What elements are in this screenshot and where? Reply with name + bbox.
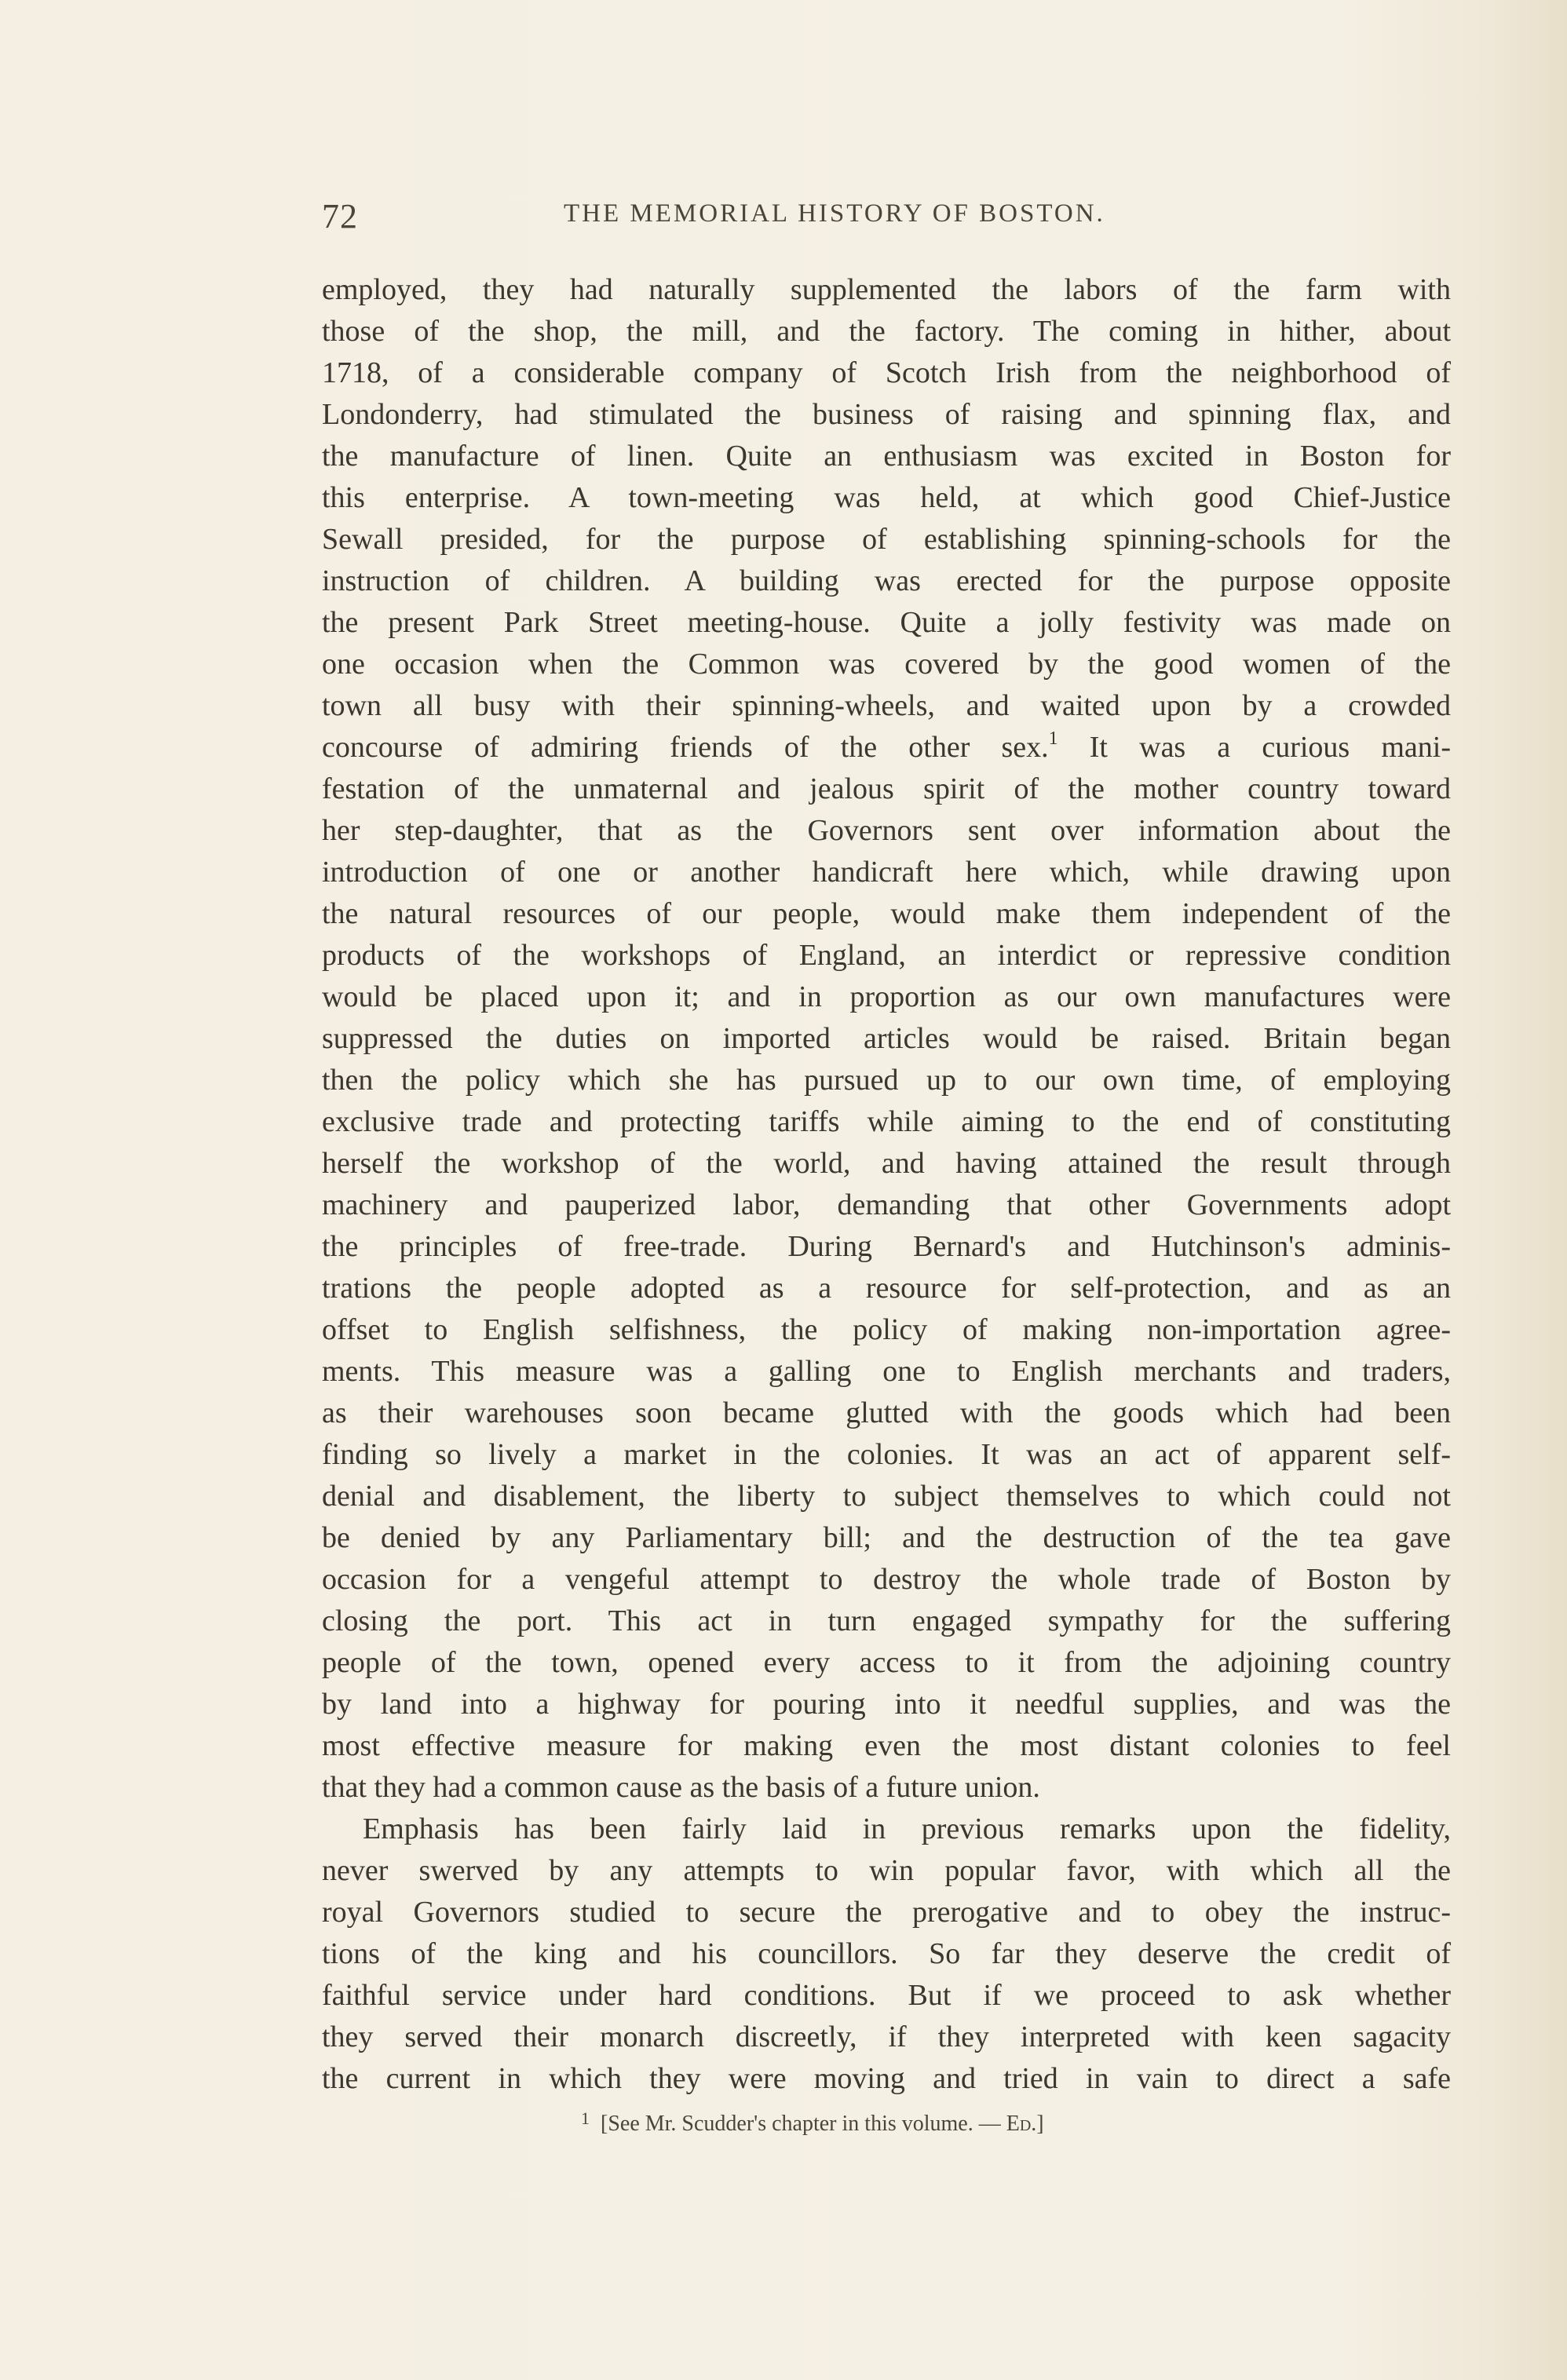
- text-line: 1718, of a considerable company of Scotch Irish from the neighborhood of: [322, 356, 1451, 389]
- running-title: THE MEMORIAL HISTORY OF BOSTON.: [564, 199, 1105, 228]
- text-line: trations the people adopted as a resource for self-protection, and as an: [322, 1272, 1451, 1305]
- text-line: never swerved by any attempts to win popular favor, with which all the: [322, 1854, 1451, 1887]
- text-line: machinery and pauperized labor, demanding that other Governments adopt: [322, 1188, 1451, 1221]
- text-line: offset to English selfishness, the policy of making non-importation agree-: [322, 1313, 1451, 1346]
- text-line: suppressed the duties on imported articles would be raised. Britain began: [322, 1022, 1451, 1055]
- text-line: the present Park Street meeting-house. Quite a jolly festivity was made on: [322, 606, 1451, 639]
- text-line: tions of the king and his councillors. So far they deserve the credit of: [322, 1937, 1451, 1970]
- footnote: [581, 2108, 1044, 2137]
- text-line: exclusive trade and protecting tariffs while aiming to the end of constituting: [322, 1105, 1451, 1138]
- text-segment: It was a curious mani-: [1089, 731, 1451, 764]
- text-line: occasion for a vengeful attempt to destroy the whole trade of Boston by: [322, 1563, 1451, 1596]
- text-line: finding so lively a market in the colonies. It was an act of apparent self-: [322, 1438, 1451, 1471]
- text-line: herself the workshop of the world, and having attained the result through: [322, 1147, 1451, 1180]
- text-line: the natural resources of our people, would make them independent of the: [322, 897, 1451, 930]
- text-line: the principles of free-trade. During Bernard's and Hutchinson's adminis-: [322, 1230, 1451, 1263]
- text-line: people of the town, opened every access to it from the adjoining country: [322, 1646, 1451, 1679]
- text-line: the current in which they were moving and tried in vain to direct a safe: [322, 2062, 1451, 2095]
- body-text: [322, 269, 1451, 2100]
- text-line: those of the shop, the mill, and the factory. The coming in hither, about: [322, 315, 1451, 348]
- text-line: they served their monarch discreetly, if they interpreted with keen sagacity: [322, 2020, 1451, 2053]
- text-line: most effective measure for making even the most distant colonies to feel: [322, 1729, 1451, 1762]
- text-line: that they had a common cause as the basis of a future union.: [322, 1771, 1040, 1804]
- footnote-close-bracket: ]: [1036, 2112, 1044, 2136]
- text-line: introduction of one or another handicraft here which, while drawing upon: [322, 856, 1451, 889]
- text-line: instruction of children. A building was erected for the purpose opposite: [322, 564, 1451, 597]
- text-line: the manufacture of linen. Quite an enthusiasm was excited in Boston for: [322, 440, 1451, 473]
- text-line: Londonderry, had stimulated the business of raising and spinning flax, and: [322, 398, 1451, 431]
- footnote-editor-mark: Ed.: [1006, 2112, 1037, 2136]
- paragraph-start-line: Emphasis has been fairly laid in previous remarks upon the fidelity,: [363, 1812, 1451, 1845]
- footnote-marker: 1: [581, 2108, 590, 2128]
- text-line: would be placed upon it; and in proportion as our own manufactures were: [322, 980, 1451, 1013]
- footnote-reference[interactable]: 1: [1048, 728, 1058, 750]
- text-segment: concourse of admiring friends of the other sex.: [322, 731, 1049, 764]
- text-line: be denied by any Parliamentary bill; and the destruction of the tea gave: [322, 1521, 1451, 1554]
- text-line: Sewall presided, for the purpose of establishing spinning-schools for the: [322, 523, 1451, 556]
- text-line: closing the port. This act in turn engaged sympathy for the suffering: [322, 1604, 1451, 1637]
- text-line: royal Governors studied to secure the prerogative and to obey the instruc-: [322, 1896, 1451, 1929]
- text-line: town all busy with their spinning-wheels, and waited upon by a crowded: [322, 689, 1451, 722]
- text-line-with-footnote: [322, 727, 1451, 768]
- page-number: 72: [322, 197, 358, 235]
- text-line: products of the workshops of England, an interdict or repressive condition: [322, 939, 1451, 972]
- text-line: one occasion when the Common was covered by the good women of the: [322, 648, 1451, 681]
- text-line: then the policy which she has pursued up to our own time, of employing: [322, 1064, 1451, 1097]
- footnote-text: [See Mr. Scudder's chapter in this volume. —: [601, 2112, 1006, 2136]
- text-line: denial and disablement, the liberty to subject themselves to which could not: [322, 1480, 1451, 1513]
- text-line: by land into a highway for pouring into it needful supplies, and was the: [322, 1688, 1451, 1721]
- text-line: this enterprise. A town-meeting was held, at which good Chief-Justice: [322, 481, 1451, 514]
- text-line: her step-daughter, that as the Governors sent over information about the: [322, 814, 1451, 847]
- text-line: faithful service under hard conditions. But if we proceed to ask whether: [322, 1979, 1451, 2012]
- text-line: ments. This measure was a galling one to English merchants and traders,: [322, 1355, 1451, 1388]
- text-line: festation of the unmaternal and jealous spirit of the mother country toward: [322, 772, 1451, 805]
- text-line: employed, they had naturally supplemented the labors of the farm with: [322, 273, 1451, 306]
- text-line: as their warehouses soon became glutted with the goods which had been: [322, 1396, 1451, 1429]
